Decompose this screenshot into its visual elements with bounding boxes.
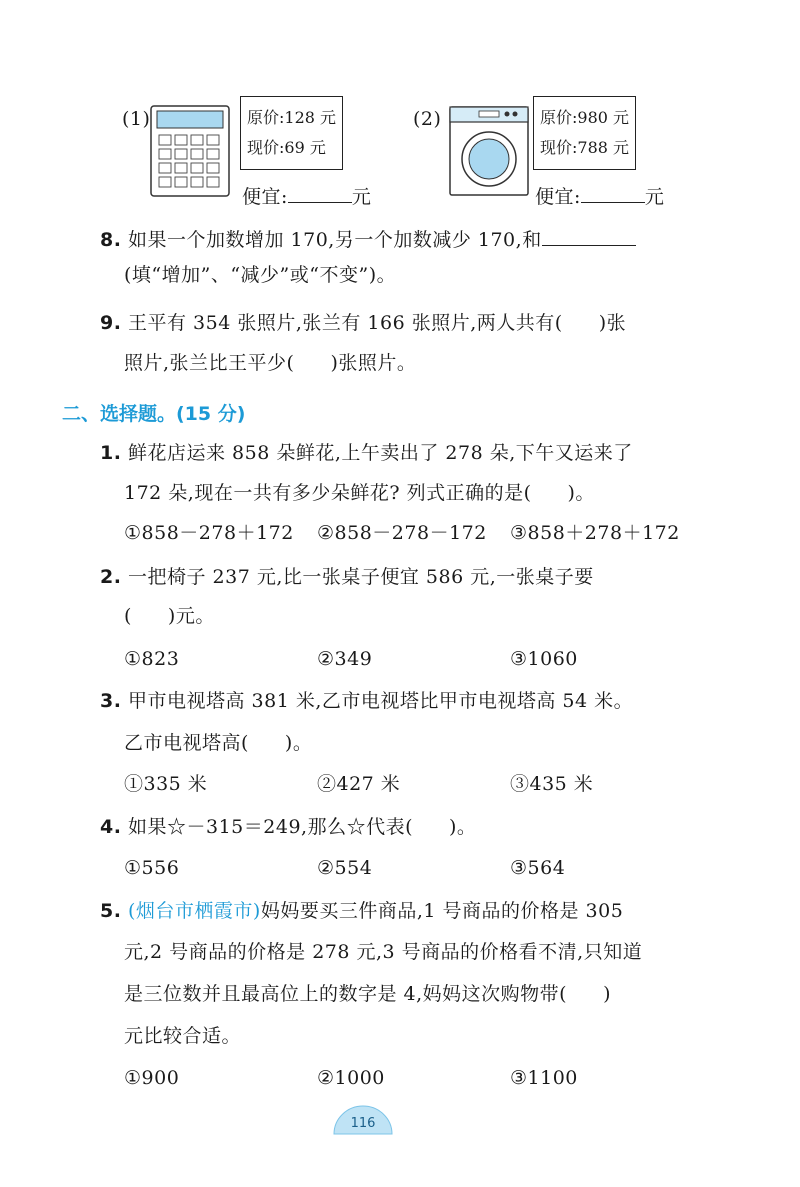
choice-1-option-1[interactable]: ①858－278＋172 [124, 522, 294, 544]
question-text: )。 [567, 482, 595, 504]
choice-1-line1 [100, 444, 633, 463]
question-text: ) [603, 983, 612, 1005]
source-tag: (烟台市栖霞市) [128, 900, 261, 922]
question-text: ( [124, 605, 132, 627]
cheaper-row-1 [242, 188, 371, 207]
item1-label: (1) [122, 108, 151, 130]
question-text: )张照片。 [330, 352, 417, 374]
cheaper-label: 便宜: [242, 186, 288, 208]
choice-2-line1 [100, 568, 594, 587]
choice-1-option-3[interactable]: ③858＋278＋172 [510, 522, 680, 544]
question-text: 一把椅子 237 元,比一张桌子便宜 586 元,一张桌子要 [128, 566, 594, 588]
choice-5-line3 [124, 985, 611, 1004]
question-text: 172 朵,现在一共有多少朵鲜花? 列式正确的是( [124, 482, 532, 504]
current-price: 现价:69 元 [247, 138, 326, 157]
item2-label: (2) [413, 108, 442, 130]
answer-blank[interactable] [581, 201, 645, 203]
current-price: 现价:788 元 [540, 138, 630, 157]
choice-5-option-1[interactable]: ①900 [124, 1067, 180, 1089]
question-text: 如果☆－315＝249,那么☆代表( [128, 816, 413, 838]
calculator-image [150, 105, 230, 197]
question-9-line1 [100, 314, 626, 333]
question-text: 是三位数并且最高位上的数字是 4,妈妈这次购物带( [124, 983, 568, 1005]
choice-4-option-1[interactable]: ①556 [124, 857, 180, 879]
choice-5-line1 [100, 902, 623, 921]
question-text: 乙市电视塔高( [124, 732, 249, 754]
choice-1-option-2[interactable]: ②858－278－172 [317, 522, 487, 544]
price-box-2 [533, 96, 636, 170]
question-text: 王平有 354 张照片,张兰有 166 张照片,两人共有( [128, 312, 563, 334]
choice-3-option-1[interactable]: ①335 米 [124, 773, 208, 795]
price-box-1 [240, 96, 343, 170]
question-text: 如果一个加数增加 170,另一个加数减少 170,和 [128, 229, 542, 251]
page-number: 116 [350, 1116, 376, 1131]
choice-3-line2 [124, 734, 312, 753]
choice-2-option-3[interactable]: ③1060 [510, 648, 578, 670]
choice-2-option-1[interactable]: ①823 [124, 648, 180, 670]
page-number-badge [332, 1104, 394, 1136]
question-text: 甲市电视塔高 381 米,乙市电视塔比甲市电视塔高 54 米。 [128, 690, 634, 712]
choice-4-option-3[interactable]: ③564 [510, 857, 566, 879]
question-8-line1 [100, 231, 636, 250]
unit: 元 [644, 186, 665, 208]
question-8-line2: (填“增加”、“减少”或“不变”)。 [124, 264, 397, 286]
question-text: 妈妈要买三件商品,1 号商品的价格是 305 [260, 900, 624, 922]
answer-blank[interactable] [542, 244, 636, 246]
section-title: 二、选择题。(15 分) [62, 403, 246, 425]
question-number: 9. [100, 312, 122, 334]
original-price: 原价:128 元 [247, 108, 337, 127]
choice-4-line1 [100, 818, 476, 837]
unit: 元 [351, 186, 372, 208]
question-text: )。 [448, 816, 477, 838]
question-text: )张 [598, 312, 627, 334]
choice-5-option-3[interactable]: ③1100 [510, 1067, 578, 1089]
cheaper-row-2 [535, 188, 664, 207]
choice-5-option-2[interactable]: ②1000 [317, 1067, 385, 1089]
choice-4-option-2[interactable]: ②554 [317, 857, 373, 879]
choice-3-line1 [100, 692, 633, 711]
original-price: 原价:980 元 [540, 108, 630, 127]
question-number: 8. [100, 229, 122, 251]
question-text: )。 [284, 732, 313, 754]
question-9-line2 [124, 354, 416, 373]
question-text: )元。 [167, 605, 215, 627]
question-number: 2. [100, 566, 122, 588]
choice-3-option-2[interactable]: ②427 米 [317, 773, 401, 795]
cheaper-label: 便宜: [535, 186, 581, 208]
choice-5-line2: 元,2 号商品的价格是 278 元,3 号商品的价格看不清,只知道 [124, 941, 643, 963]
choice-3-option-3[interactable]: ③435 米 [510, 773, 594, 795]
choice-2-option-2[interactable]: ②349 [317, 648, 373, 670]
question-text: 鲜花店运来 858 朵鲜花,上午卖出了 278 朵,下午又运来了 [128, 442, 633, 464]
choice-2-line2 [124, 607, 215, 626]
question-text: 照片,张兰比王平少( [124, 352, 295, 374]
choice-5-line4: 元比较合适。 [124, 1025, 242, 1047]
washing-machine-image [449, 106, 529, 196]
question-number: 3. [100, 690, 122, 712]
question-number: 5. [100, 900, 122, 922]
question-number: 4. [100, 816, 122, 838]
question-number: 1. [100, 442, 122, 464]
answer-blank[interactable] [288, 201, 352, 203]
choice-1-line2 [124, 484, 595, 503]
